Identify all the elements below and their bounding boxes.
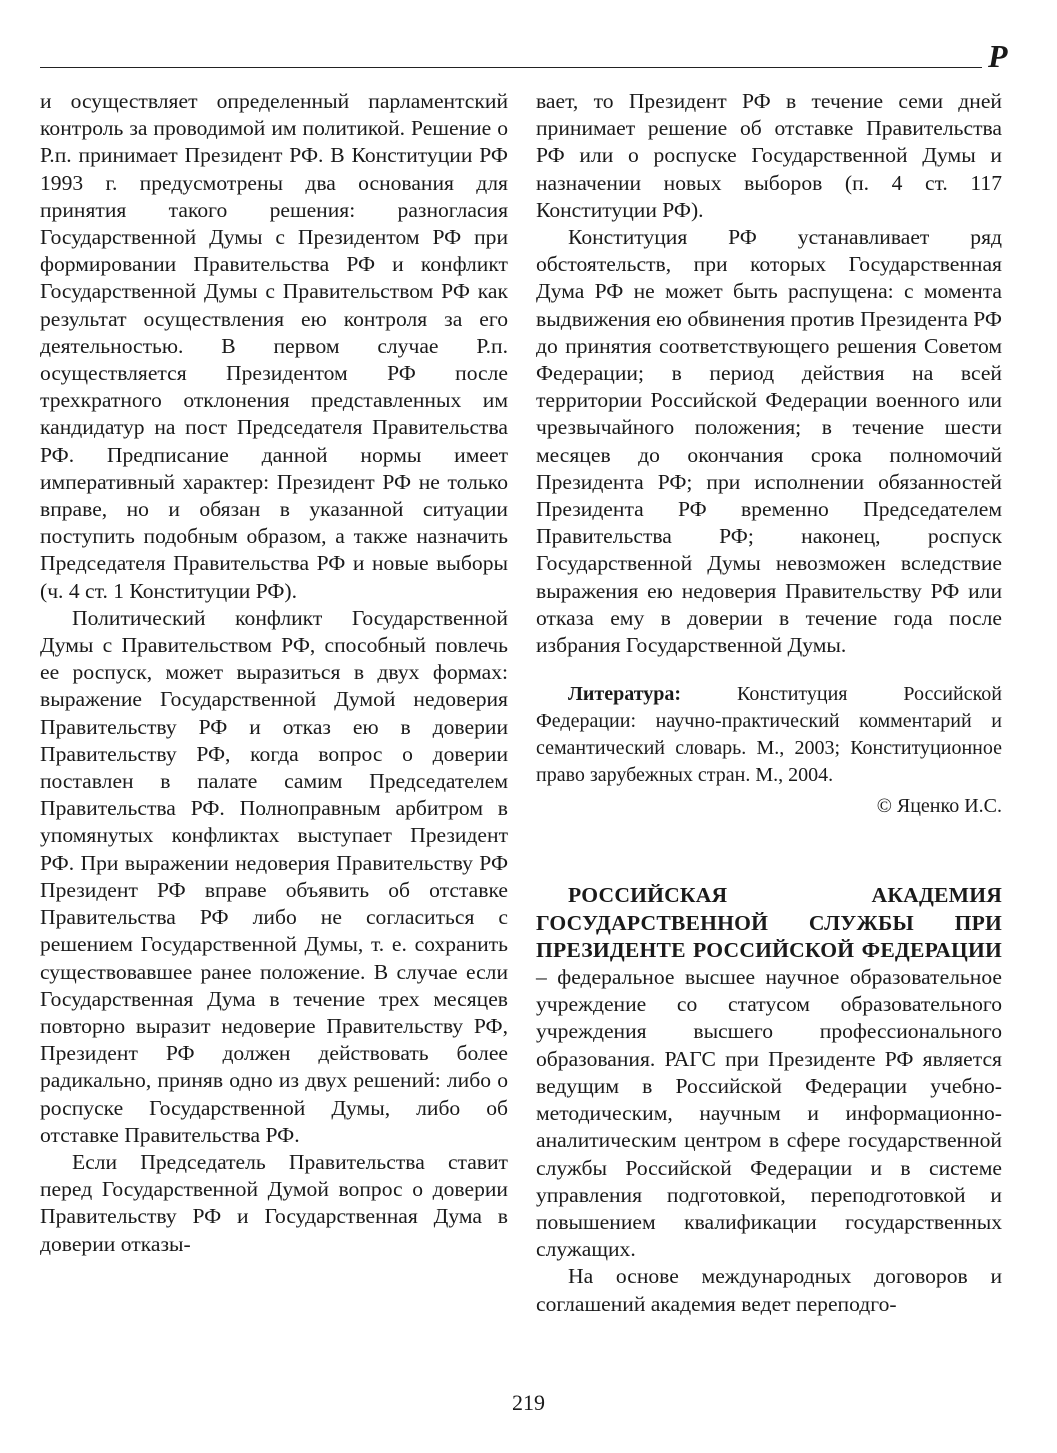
right-paragraph-2: Конституция РФ устанавливает ряд обстоятельств, при которых Государственная Дума РФ не может быть распущена: с момента выдвижения ею обвинения против Президента РФ до принятия соответствующего решения Советом Федерации; в период действия на всей территории Российской Федерации военного или чрезвычайного положения; в течение шести месяцев до окончания срока полномочий Президента РФ; при исполнении обязанностей Президента РФ временно Председателем Правительства РФ; наконец, роспуск Государственной Думы невозможен вследствие выражения ею недоверия Правительству РФ или отказа ему в доверии в течение года после избрания Государственной Думы.: [536, 225, 1002, 658]
left-paragraph-2: Политический конфликт Государственной Думы с Правительством РФ, способный повлечь ее роспуск, может выразиться в двух формах: выражение Государственной Думой недоверия Правительству РФ и отказ ею в доверии Правительству РФ, когда вопрос о доверии поставлен в палате самим Председателем Правительства РФ. Полноправным арбитром в упомянутых конфликтах выступает Президент РФ. При выражении недоверия Правительству РФ Президент РФ вправе объявить об отставке Правительства РФ либо не согласиться с решением Государственной Думы, т. е. сохранить существовавшее ранее положение. В случае если Государственная Дума в течение трех месяцев повторно выразит недоверие Правительству РФ, Президент РФ должен действовать более радикально, приняв одно из двух решений: либо о роспуске Государственной Думы, либо об отставке Правительства РФ.: [40, 605, 508, 1147]
header-rule: [40, 67, 982, 68]
right-column: [536, 88, 1002, 1318]
literature-label: Литература:: [568, 683, 682, 706]
left-paragraph-3: Если Председатель Правительства ставит перед Государственной Думой вопрос о доверии Правительству РФ и Государственная Дума в доверии отказы-: [40, 1149, 508, 1256]
section-letter: Р: [988, 38, 1008, 74]
entry-text: – федеральное высшее научное образовательное учреждение со статусом образовательного учреждения высшего профессионального образования. РАГС при Президенте РФ является ведущим в Российской Федерации учебно-методическим, научным и информационно-аналитическим центром в сфере государственной службы Российской Федерации и в системе управления подготовкой, переподготовкой и повышением квалификации государственных служащих.: [536, 965, 1002, 1262]
encyclopedia-entry: [536, 882, 1002, 1263]
left-column: [40, 88, 508, 1258]
literature-block: [536, 681, 1002, 789]
entry-title: РОССИЙСКАЯ АКАДЕМИЯ ГОСУДАРСТВЕННОЙ СЛУЖБЫ ПРИ ПРЕЗИДЕНТЕ РОССИЙСКОЙ ФЕДЕРАЦИИ: [536, 883, 1002, 962]
page-number: 219: [512, 1390, 545, 1415]
left-paragraph-1: и осуществляет определенный парламентский контроль за проводимой им политикой. Решение о Р.п. принимает Президент РФ. В Конституции РФ 1993 г. предусмотрены два основания для принятия такого решения: разногласия Государственной Думы с Президентом РФ при формировании Правительства РФ и конфликт Государственной Думы с Правительством РФ как результат осуществления ею контроля за его деятельностью. В первом случае Р.п. осуществляется Президентом РФ после трехкратного отклонения представленных им кандидатур на пост Председателя Правительства РФ. Предписание данной нормы имеет императивный характер: Президент РФ не только вправе, но и обязан в указанной ситуации поступить подобным образом, а также назначить Председателя Правительства РФ и новые выборы (ч. 4 ст. 1 Конституции РФ).: [40, 89, 508, 603]
literature-text: Конституция Российской Федерации: научно-практический комментарий и семантический словарь. М., 2003; Конституционное право зарубежных стран. М., 2004.: [536, 683, 1002, 787]
right-paragraph-1: вает, то Президент РФ в течение семи дней принимает решение об отставке Правительства РФ или о роспуске Государственной Думы и назначении новых выборов (п. 4 ст. 117 Конституции РФ).: [536, 89, 1002, 222]
author-credit: © Яценко И.С.: [876, 795, 1002, 818]
right-paragraph-last: На основе международных договоров и соглашений академия ведет переподго-: [536, 1264, 1002, 1316]
